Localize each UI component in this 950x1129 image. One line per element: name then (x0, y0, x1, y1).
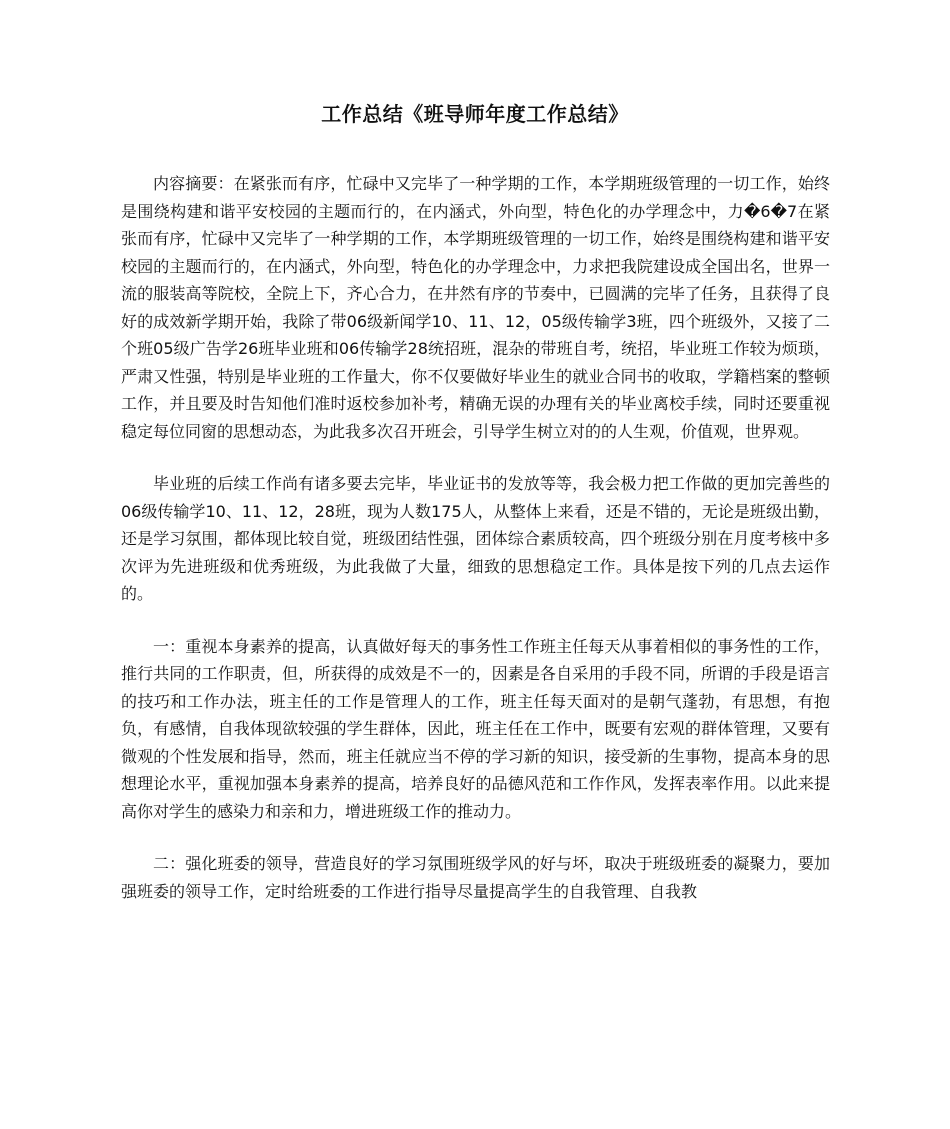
paragraph-point-one: 一：重视本身素养的提高，认真做好每天的事务性工作班主任每天从事着相似的事务性的工作，推行共同的工作职责，但，所获得的成效是不一的，因素是各自采用的手段不同，所谓的手段是语言的技巧和工作办法，班主任的工作是管理人的工作，班主任每天面对的是朝气蓬勃，有思想，有抱负，有感情，自我体现欲较强的学生群体，因此，班主任在工作中，既要有宏观的群体管理，又要有微观的个性发展和指导，然而，班主任就应当不停的学习新的知识，接受新的生事物，提高本身的思想理论水平，重视加强本身素养的提高，培养良好的品德风范和工作作风，发挥表率作用。以此来提高你对学生的感染力和亲和力，增进班级工作的推动力。 (121, 636, 830, 821)
paragraph-summary: 内容摘要：在紧张而有序，忙碌中又完毕了一种学期的工作，本学期班级管理的一切工作，始终是围绕构建和谐平安校园的主题而行的，在内涵式，外向型，特色化的办学理念中，力�6�7在紧张而有序，忙碌中又完毕了一种学期的工作，本学期班级管理的一切工作，始终是围绕构建和谐平安校园的主题而行的，在内涵式，外向型，特色化的办学理念中，力求把我院建设成全国出名，世界一流的服装高等院校，全院上下，齐心合力，在井然有序的节奏中，已圆满的完毕了任务，且获得了良好的成效新学期开始，我除了带06级新闻学10、11、12，05级传输学3班，四个班级外，又接了二个班05级广告学26班毕业班和06传输学28统招班，混杂的带班自考，统招，毕业班工作较为烦琐，严肃又性强，特别是毕业班的工作量大，你不仅要做好毕业生的就业合同书的收取，学籍档案的整顿工作，并且要及时告知他们准时返校参加补考，精确无误的办理有关的毕业离校手续，同时还要重视稳定每位同窗的思想动态，为此我多次召开班会，引导学生树立对的的人生观，价值观，世界观。 (121, 174, 830, 441)
paragraph-point-two: 二：强化班委的领导，营造良好的学习氛围班级学风的好与坏，取决于班级班委的凝聚力，要加强班委的领导工作，定时给班委的工作进行指导尽量提高学生的自我管理、自我教 (121, 854, 830, 901)
document-title: 工作总结《班导师年度工作总结》 (321, 102, 629, 126)
document-body (121, 170, 830, 930)
paragraph-graduating-class: 毕业班的后续工作尚有诸多要去完毕，毕业证书的发放等等，我会极力把工作做的更加完善些的06级传输学10、11、12，28班，现为人数175人，从整体上来看，还是不错的，无论是班级出勤，还是学习氛围，都体现比较自觉，班级团结性强，团体综合素质较高，四个班级分别在月度考核中多次评为先进班级和优秀班级，为此我做了大量，细致的思想稳定工作。具体是按下列的几点去运作的。 (121, 474, 830, 603)
